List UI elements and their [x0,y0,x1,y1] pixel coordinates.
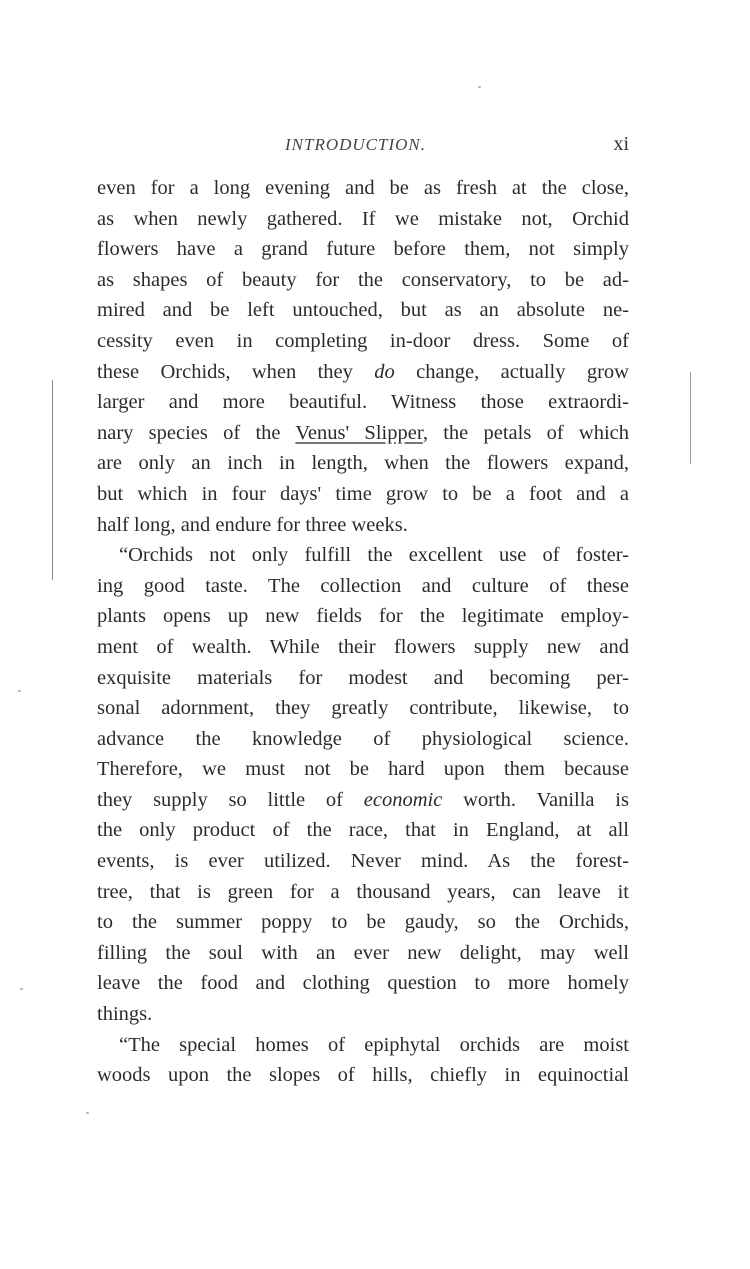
paragraph [97,540,629,1030]
text-line: ing good taste. The collection and culture of these [97,574,629,597]
text-run: worth. Vanilla is [442,788,629,811]
text-line: advance the knowledge of physiological science. [97,727,629,750]
text-line: exquisite materials for modest and becoming per- [97,666,629,689]
text-line: leave the food and clothing question to more homely [97,972,629,995]
text-line: are only an inch in length, when the flowers expand, [97,452,629,475]
text-line: mired and be left untouched, but as an absolute ne- [97,299,629,322]
text-line [97,418,629,449]
text-line: as shapes of beauty for the conservatory, to be ad- [97,268,629,291]
text-run: change, actually grow [394,360,629,383]
underlined-phrase: Venus' Slipper [295,421,423,444]
page-number: xi [613,133,629,155]
scan-speck [18,690,21,692]
text-run: nary species of the [97,421,296,444]
text-line: the only product of the race, that in England, at all [97,819,629,842]
text-run: they supply so little of [97,788,364,811]
italic-word: economic [363,788,443,811]
italic-word: do [374,360,395,383]
text-line: tree, that is green for a thousand years, can leave it [97,880,629,903]
margin-pencil-mark [690,372,691,464]
paragraph [97,173,629,540]
text-line: to the summer poppy to be gaudy, so the Orchids, [97,911,629,934]
text-line: but which in four days' time grow to be a foot and a [97,482,629,505]
text-line: “The special homes of epiphytal orchids are moist [119,1033,629,1056]
margin-pencil-mark [52,380,53,580]
text-line [97,357,629,388]
text-line: woods upon the slopes of hills, chiefly in equinoctial [97,1064,629,1087]
text-run: these Orchids, when they [97,360,375,383]
body-text [97,173,629,1091]
text-line: filling the soul with an ever new delight, may well [97,941,629,964]
text-line: Therefore, we must not be hard upon them because [97,758,629,781]
text-line [97,785,629,816]
text-line: “Orchids not only fulfill the excellent use of foster- [119,544,629,567]
text-run: , the petals of which [422,421,629,444]
running-title: INTRODUCTION. [285,135,426,154]
text-line: as when newly gathered. If we mistake not, Orchid [97,207,629,230]
scan-speck [86,1112,89,1114]
scan-speck [478,86,481,88]
text-line: things. [97,1003,153,1026]
text-line: flowers have a grand future before them, not simply [97,238,629,261]
text-line: half long, and endure for three weeks. [97,513,408,536]
text-line: events, is ever utilized. Never mind. As the forest- [97,850,629,873]
text-line: sonal adornment, they greatly contribute, likewise, to [97,697,629,720]
running-head [97,135,629,161]
text-line: ment of wealth. While their flowers supply new and [97,635,629,658]
scan-speck [20,988,23,990]
text-line: even for a long evening and be as fresh at the close, [97,177,629,199]
text-line: cessity even in completing in-door dress. Some of [97,329,629,352]
paragraph [97,1030,629,1091]
text-line: larger and more beautiful. Witness those extraordi- [97,391,629,414]
text-line: plants opens up new fields for the legitimate employ- [97,605,629,628]
